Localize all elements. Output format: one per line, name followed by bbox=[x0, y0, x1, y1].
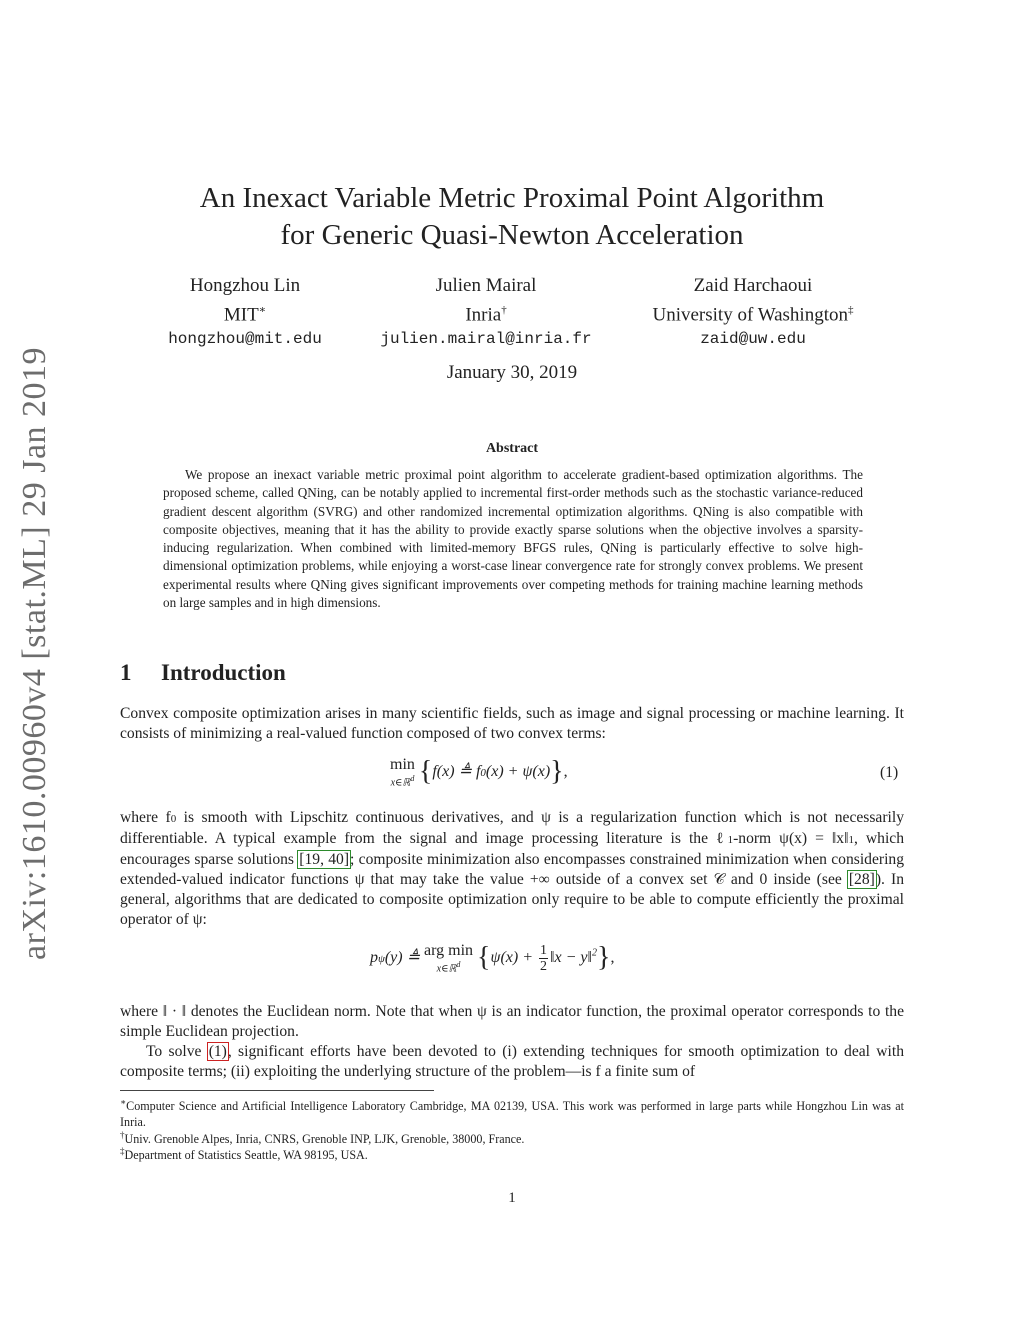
footnote-divider bbox=[120, 1090, 434, 1091]
author-affiliation: University of Washington‡ bbox=[652, 304, 854, 326]
section-title: Introduction bbox=[161, 660, 286, 685]
section-heading bbox=[120, 660, 286, 686]
paper-title bbox=[0, 180, 1024, 254]
footnote-2: †Univ. Grenoble Alpes, Inria, CNRS, Grenoble INP, LJK, Grenoble, 38000, France. bbox=[120, 1130, 525, 1147]
author-block-3 bbox=[623, 274, 883, 351]
author-name: Julien Mairal bbox=[435, 275, 537, 296]
equation-reference-link[interactable]: (1) bbox=[208, 1043, 227, 1060]
citation-link[interactable]: [28] bbox=[848, 871, 875, 888]
author-email[interactable]: hongzhou@mit.edu bbox=[168, 330, 322, 349]
footnote-3: ‡Department of Statistics Seattle, WA 98195, USA. bbox=[120, 1146, 368, 1163]
abstract-heading: Abstract bbox=[485, 441, 539, 456]
title-line-2: for Generic Quasi-Newton Acceleration bbox=[280, 219, 744, 251]
paragraph-2: where f0 is smooth with Lipschitz continuous derivatives, and ψ is a regularization function which is not necessarily differentiable. A typical example from the signal and image processing literature is the ℓ1-norm ψ(x) = ‖x‖1, which encourages sparse solutions [19, 40]; composite minimization also encompasses constrained minimization when considering extended-valued indicator functions ψ that may take the value +∞ outside of a convex set 𝒞 and 0 inside (see [28]). In general, algorithms that are dedicated to composite optimization only require to be able to compute efficiently the proximal operator of ψ: bbox=[120, 809, 904, 928]
author-email[interactable]: zaid@uw.edu bbox=[700, 330, 806, 349]
author-block-1 bbox=[115, 274, 375, 351]
author-affiliation: Inria† bbox=[465, 304, 507, 326]
citation-link[interactable]: [19, 40] bbox=[299, 851, 350, 868]
footnote-1: ∗Computer Science and Artificial Intelligence Laboratory Cambridge, MA 02139, USA. This work was performed in large parts while Hongzhou Lin was at Inria. bbox=[120, 1097, 904, 1130]
paragraph-3: where ‖ · ‖ denotes the Euclidean norm. Note that when ψ is an indicator function, the proximal operator corresponds to the simple Euclidean projection. bbox=[120, 1003, 904, 1040]
paragraph-4: To solve (1), significant efforts have been devoted to (i) extending techniques for smooth optimization to deal with composite terms; (ii) exploiting the underlying structure of the problem—is f a finite sum of bbox=[120, 1043, 904, 1080]
author-email[interactable]: julien.mairal@inria.fr bbox=[380, 330, 592, 349]
arxiv-identifier-stamp: arXiv:1610.00960v4 [stat.ML] 29 Jan 2019 bbox=[16, 346, 53, 960]
argmin-operator: arg min x∈ℝ$^d$ bbox=[424, 942, 474, 975]
author-name: Hongzhou Lin bbox=[189, 275, 301, 296]
section-number: 1 bbox=[120, 660, 132, 685]
author-affiliation: MIT∗ bbox=[223, 304, 267, 326]
equation-1-number: (1) bbox=[880, 764, 899, 781]
abstract-text: We propose an inexact variable metric proximal point algorithm to accelerate gradient-based optimization algorithms. The proposed scheme, called QNing, can be notably applied to incremental first-order methods such as the stochastic variance-reduced gradient descent algorithm (SVRG) and other randomized incremental optimization algorithms. QNing is also compatible with composite objectives, meaning that it has the ability to provide exactly sparse solutions when the objective involves a sparsity-inducing regularization. When combined with limited-memory BFGS rules, QNing is particularly effective to solve high-dimensional optimization problems, while enjoying a worst-case linear convergence rate for strongly convex problems. We present experimental results where QNing gives significant improvements over competing methods for training machine learning methods on large samples and in high dimensions. bbox=[163, 467, 863, 611]
equation-1: min x∈ℝ$^d$ {f(x) ≜ f0(x) + ψ(x)}, bbox=[390, 756, 568, 789]
author-name: Zaid Harchaoui bbox=[693, 275, 813, 296]
page-number: 1 bbox=[508, 1190, 516, 1206]
author-block-2 bbox=[356, 274, 616, 351]
equation-proximal-operator: pψ(y) ≜ arg min x∈ℝ$^d$ {ψ(x) + $\frac{1}{2}$ ‖x − y‖$^2$}, bbox=[370, 942, 615, 975]
min-operator: min x∈ℝ$^d$ bbox=[390, 756, 415, 789]
paragraph-1: Convex composite optimization arises in many scientific fields, such as image and signal processing or machine learning. It consists of minimizing a real-valued function composed of two convex terms: bbox=[120, 705, 904, 742]
publication-date: January 30, 2019 bbox=[446, 362, 578, 383]
title-line-1: An Inexact Variable Metric Proximal Point Algorithm bbox=[199, 182, 825, 214]
